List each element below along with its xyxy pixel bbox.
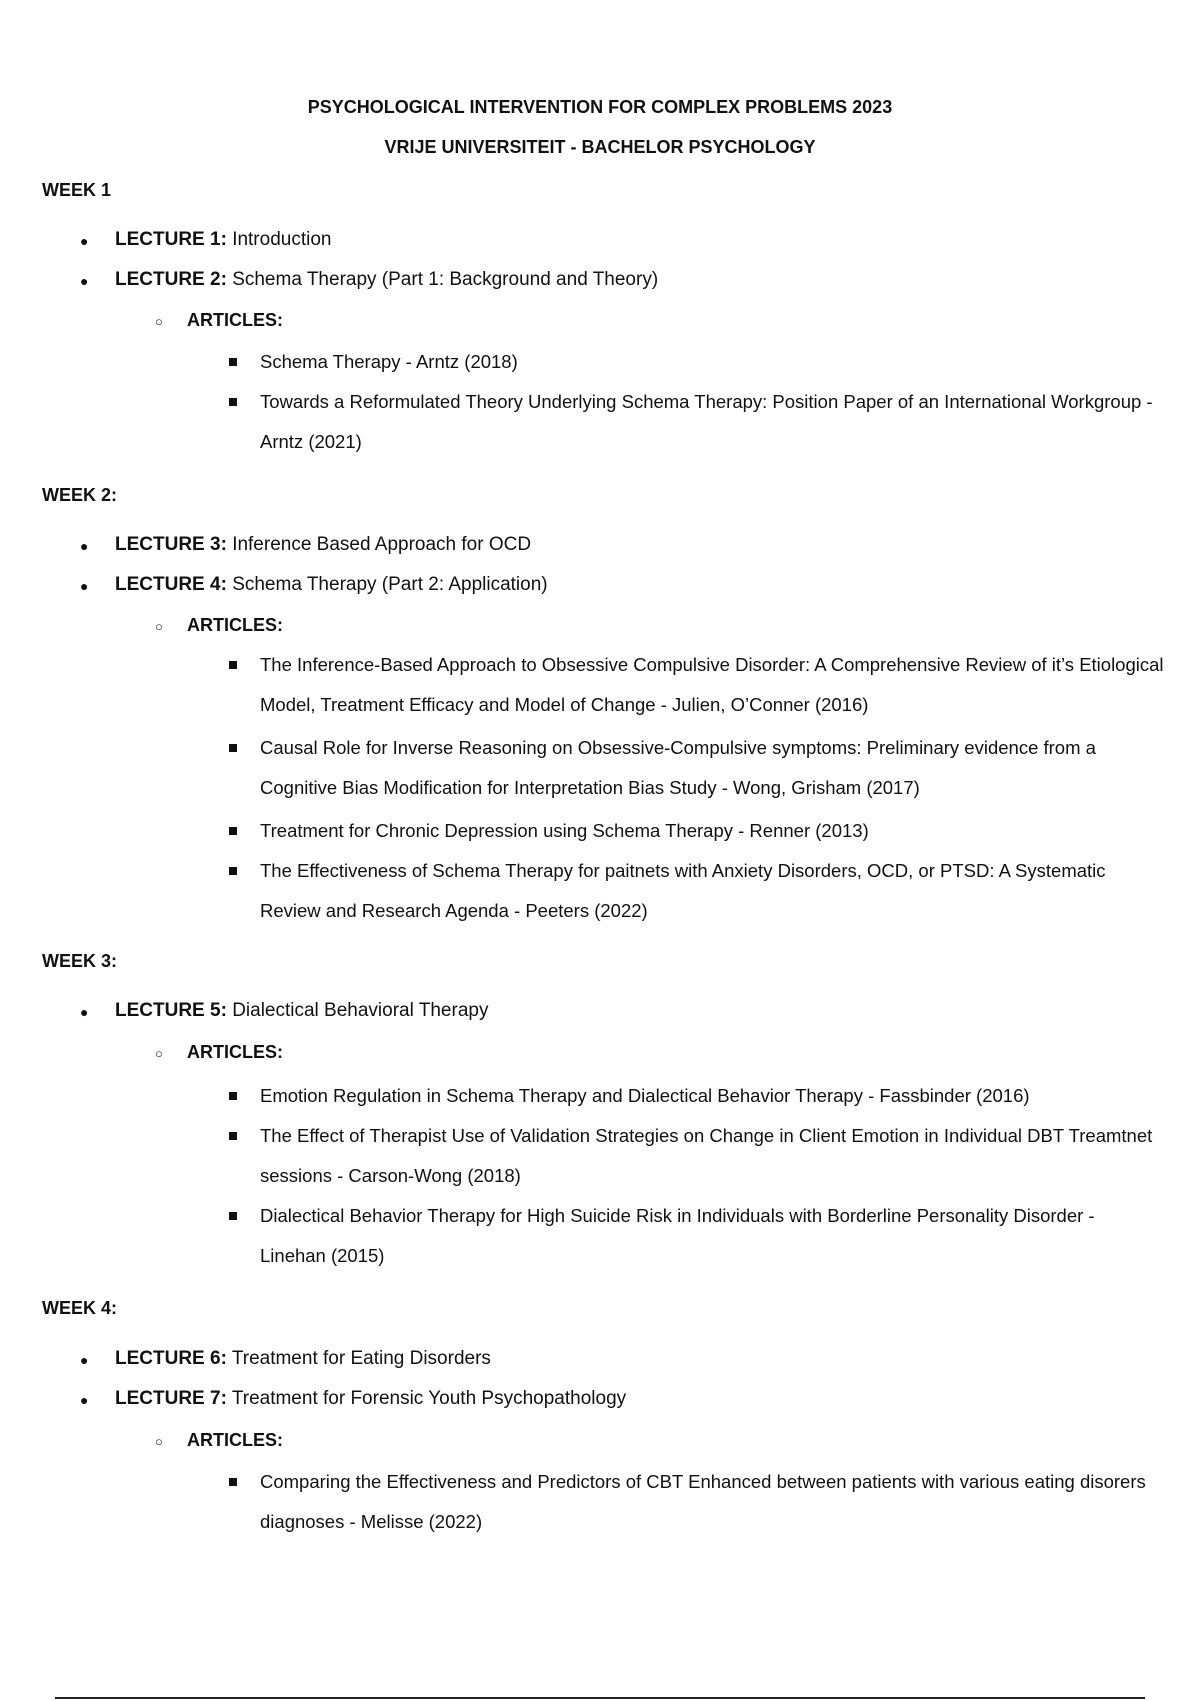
lecture-4	[115, 574, 548, 596]
lecture-title: Schema Therapy (Part 2: Application)	[232, 574, 548, 595]
articles-heading: ○ ARTICLES:	[187, 310, 283, 331]
article-item: The Inference-Based Approach to Obsessive Compulsive Disorder: A Comprehensive Review of it’s Etiological Model, Treatment Efficacy and Model of Change - Julien, O’Conner (2016)	[260, 645, 1165, 725]
lecture-title: Inference Based Approach for OCD	[232, 534, 532, 555]
lecture-7	[115, 1388, 626, 1410]
lecture-title: Treatment for Eating Disorders	[231, 1348, 491, 1369]
document-subtitle: VRIJE UNIVERSITEIT - BACHELOR PSYCHOLOGY	[384, 137, 816, 157]
lecture-label: LECTURE 1:	[115, 229, 227, 250]
article-item: Comparing the Effectiveness and Predictors of CBT Enhanced between patients with various eating disorers diagnoses - Melisse (2022)	[260, 1462, 1165, 1542]
lecture-label: LECTURE 3:	[115, 534, 227, 555]
article-item: Treatment for Chronic Depression using Schema Therapy - Renner (2013)	[260, 811, 1165, 851]
footer-rule	[55, 1697, 1145, 1699]
lecture-label: LECTURE 7:	[115, 1388, 227, 1409]
lecture-title: Introduction	[232, 229, 332, 250]
lecture-label: LECTURE 6:	[115, 1348, 227, 1369]
lecture-title: Schema Therapy (Part 1: Background and Theory)	[232, 269, 659, 290]
lecture-5	[115, 1000, 488, 1022]
lecture-3	[115, 534, 531, 556]
lecture-6	[115, 1348, 491, 1370]
lecture-2	[115, 269, 658, 291]
article-item: Schema Therapy - Arntz (2018)	[260, 342, 1165, 382]
document-title: PSYCHOLOGICAL INTERVENTION FOR COMPLEX PROBLEMS 2023	[307, 97, 893, 117]
lecture-title: Dialectical Behavioral Therapy	[232, 1000, 489, 1021]
article-item: Towards a Reformulated Theory Underlying Schema Therapy: Position Paper of an International Workgroup - Arntz (2021)	[260, 382, 1165, 462]
article-item: Dialectical Behavior Therapy for High Suicide Risk in Individuals with Borderline Personality Disorder - Linehan (2015)	[260, 1196, 1165, 1276]
lecture-label: LECTURE 5:	[115, 1000, 227, 1021]
lecture-1	[115, 229, 331, 251]
articles-heading: ○ ARTICLES:	[187, 1042, 283, 1063]
week-3-heading: WEEK 3:	[42, 951, 118, 971]
week-1-heading: WEEK 1	[42, 180, 112, 200]
lecture-label: LECTURE 4:	[115, 574, 227, 595]
articles-heading: ○ ARTICLES:	[187, 615, 283, 636]
articles-heading: ○ ARTICLES:	[187, 1430, 283, 1451]
article-item: The Effect of Therapist Use of Validation Strategies on Change in Client Emotion in Individual DBT Treamtnet sessions - Carson-Wong (2018)	[260, 1116, 1165, 1196]
article-item: Causal Role for Inverse Reasoning on Obsessive-Compulsive symptoms: Preliminary evidence from a Cognitive Bias Modification for Interpretation Bias Study - Wong, Grisham (2017)	[260, 728, 1165, 808]
article-item: The Effectiveness of Schema Therapy for paitnets with Anxiety Disorders, OCD, or PTSD: A Systematic Review and Research Agenda - Peeters (2022)	[260, 851, 1165, 931]
article-item: Emotion Regulation in Schema Therapy and Dialectical Behavior Therapy - Fassbinder (2016)	[260, 1076, 1165, 1116]
lecture-label: LECTURE 2:	[115, 269, 227, 290]
week-4-heading: WEEK 4:	[42, 1298, 118, 1318]
week-2-heading: WEEK 2:	[42, 485, 118, 505]
lecture-title: Treatment for Forensic Youth Psychopathology	[231, 1388, 627, 1409]
